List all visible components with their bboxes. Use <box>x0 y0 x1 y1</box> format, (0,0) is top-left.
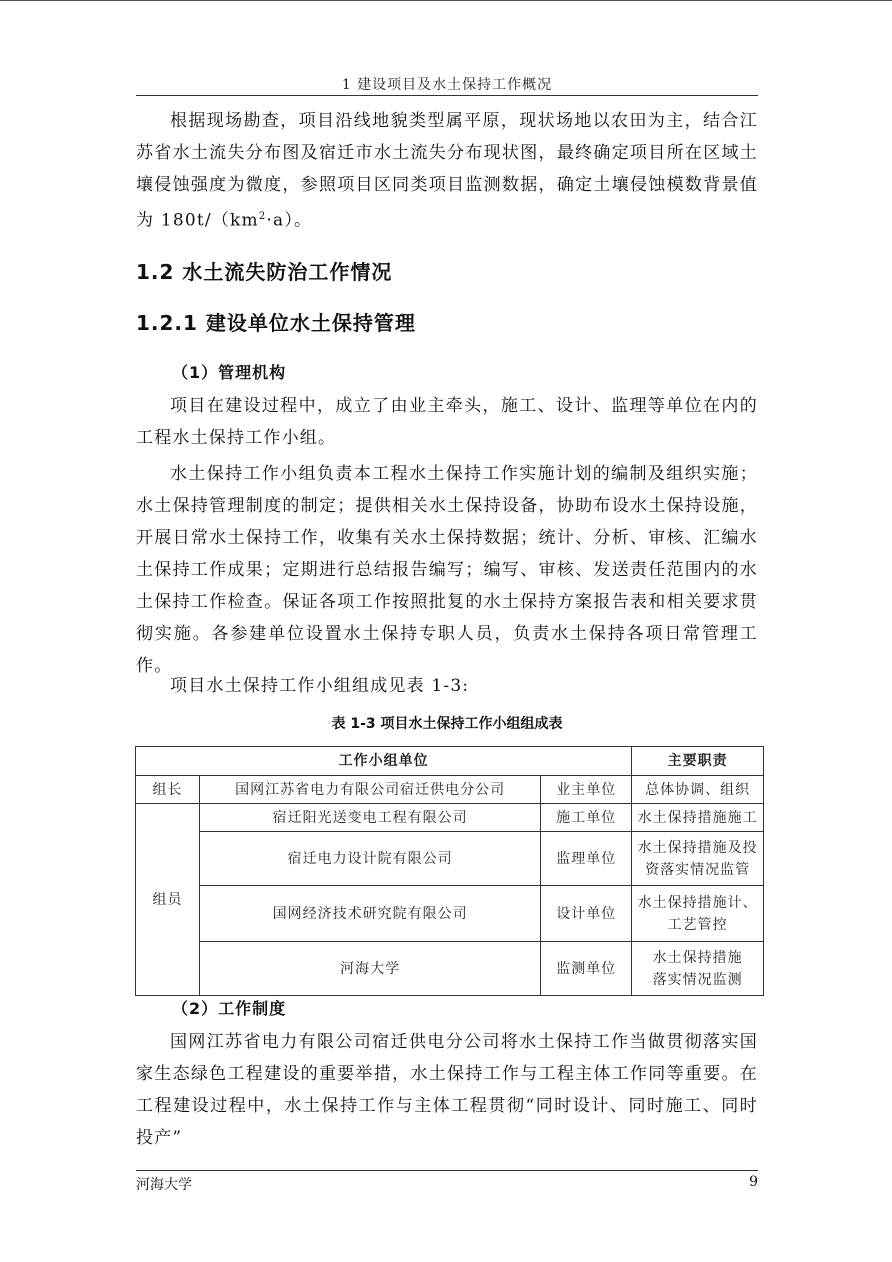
duties-paragraph: 水土保持工作小组负责本工程水土保持工作实施计划的编制及组织实施；水土保持管理制度的制定；提供相关水土保持设备，协助布设水土保持设施，开展日常水土保持工作，收集有关水土保持数据；统计、分析、审核、汇编水土保持工作成果；定期进行总结报告编写；编写、审核、发送责任范围内的水土保持工作检查。保证各项工作按照批复的水土保持方案报告表和相关要求贯彻实施。各参建单位设置水土保持专职人员，负责水土保持各项日常管理工作。 <box>136 464 758 676</box>
org-paragraph: 项目在建设过程中，成立了由业主牵头，施工、设计、监理等单位在内的工程水土保持工作小组。 <box>136 396 758 448</box>
type-cell: 监理单位 <box>541 832 632 886</box>
duty-line: 工艺管控 <box>667 916 728 933</box>
table-row <box>136 942 764 996</box>
org-cell: 宿迁电力设计院有限公司 <box>199 832 540 886</box>
intro-paragraph <box>136 105 758 237</box>
table-row <box>136 776 764 804</box>
type-cell: 监测单位 <box>541 942 632 996</box>
subsection-heading: 1.2.1 建设单位水土保持管理 <box>136 311 416 335</box>
duty-line: 水土保持措施及投 <box>637 839 758 856</box>
running-header: 1 建设项目及水土保持工作概况 <box>341 77 553 93</box>
duty-line: 水土保持措施 <box>652 949 743 966</box>
header-divider <box>136 95 758 96</box>
duty-cell <box>632 942 764 996</box>
staff-table <box>135 746 764 996</box>
duty-cell: 总体协调、组织 <box>632 776 764 804</box>
duty-cell <box>632 832 764 886</box>
top-border <box>0 0 892 1</box>
table-row <box>136 886 764 942</box>
intro-text: 根据现场勘查，项目沿线地貌类型属平原，现状场地以农田为主，结合江苏省水土流失分布图及宿迁市水土流失分布现状图，最终确定项目所在区域土壤侵蚀强度为微度，参照项目区同类项目监测数据，确定土壤侵蚀模数背景值为 180t/（km <box>136 111 758 231</box>
intro-superscript: 2 <box>258 211 267 222</box>
table-row <box>136 832 764 886</box>
role-cell-member: 组员 <box>136 804 200 996</box>
table-header-row <box>136 747 764 776</box>
page-number: 9 <box>749 1174 758 1190</box>
role-cell-leader: 组长 <box>136 776 200 804</box>
org-cell: 国网江苏省电力有限公司宿迁供电分公司 <box>199 776 540 804</box>
type-cell: 设计单位 <box>541 886 632 942</box>
table-caption: 表 1-3 项目水土保持工作小组组成表 <box>331 716 563 732</box>
type-cell: 业主单位 <box>541 776 632 804</box>
system-paragraph: 国网江苏省电力有限公司宿迁供电分公司将水土保持工作当做贯彻落实国家生态绿色工程建设的重要举措，水土保持工作与工程主体工作同等重要。在工程建设过程中，水土保持工作与主体工程贯彻“同时设计、同时施工、同时投产” <box>136 1032 758 1148</box>
col-header-unit: 工作小组单位 <box>136 747 632 776</box>
item1-heading: （1）管理机构 <box>172 363 287 382</box>
duty-line: 资落实情况监管 <box>645 861 751 878</box>
col-header-duty: 主要职责 <box>632 747 764 776</box>
org-cell: 国网经济技术研究院有限公司 <box>199 886 540 942</box>
org-cell: 河海大学 <box>199 942 540 996</box>
table-row <box>136 804 764 832</box>
section-heading: 1.2 水土流失防治工作情况 <box>136 260 393 284</box>
duty-cell: 水土保持措施施工 <box>632 804 764 832</box>
table-reference-paragraph: 项目水土保持工作小组组成见表 1-3: <box>170 676 470 696</box>
intro-text-end: ·a）。 <box>266 210 313 231</box>
footer-divider <box>136 1170 758 1171</box>
item2-heading: （2）工作制度 <box>172 999 287 1018</box>
duty-line: 落实情况监测 <box>652 971 743 988</box>
type-cell: 施工单位 <box>541 804 632 832</box>
footer-institution: 河海大学 <box>136 1177 192 1193</box>
duty-cell <box>632 886 764 942</box>
org-cell: 宿迁阳光送变电工程有限公司 <box>199 804 540 832</box>
duty-line: 水土保持措施计、 <box>637 894 758 911</box>
